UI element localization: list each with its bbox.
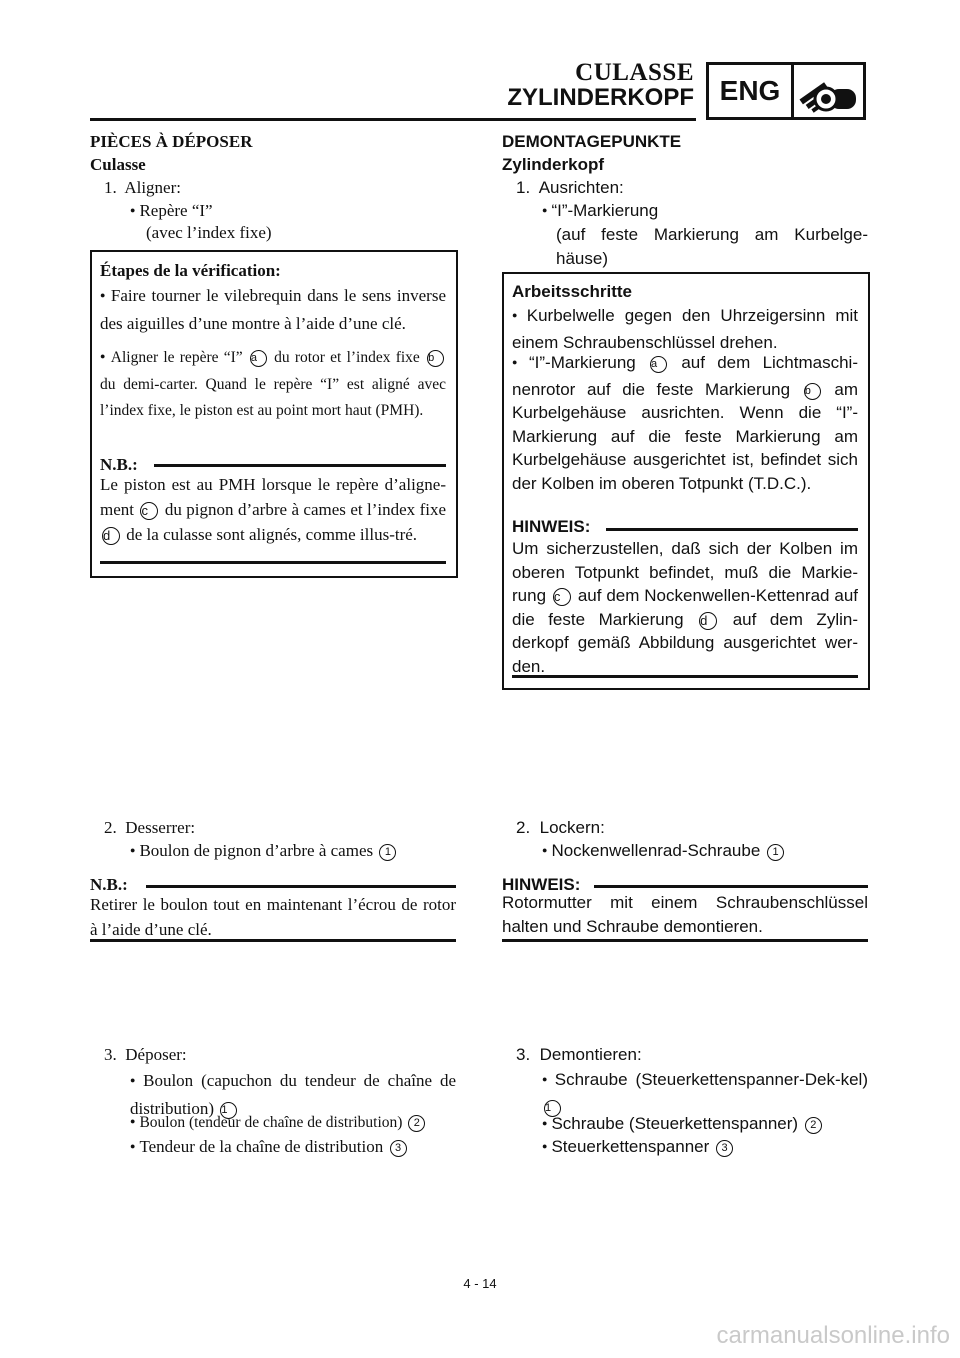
de-nb2-rule (594, 885, 868, 888)
de-nb-label: HINWEIS: (512, 517, 591, 536)
de-subheading: Zylinderkopf (502, 155, 605, 174)
de-box-title: Arbeitsschritte (512, 282, 632, 301)
marker-2: 2 (408, 1115, 425, 1132)
header-rule (90, 118, 696, 121)
de-step3: 3. Demontieren: (516, 1045, 642, 1064)
fr-step2-bullet: ● Boulon de pignon d’arbre à cames 1 (130, 841, 398, 861)
fr-nb2-rule (146, 885, 456, 888)
fr-step3-bullet1: ● Boulon (capuchon du tendeur de chaîne de distribution) 1 (130, 1068, 456, 1121)
fr-heading: PIÈCES À DÉPOSER (90, 132, 253, 151)
fr-box-bottom-rule (100, 561, 446, 564)
marker-b: b (427, 350, 444, 367)
de-nb-text: Um sicherzustellen, daß sich der Kolben im oberen Totpunkt befindet, muß die Markie-rung c auf dem Nockenwellen-Kettenrad auf die feste Markierung d auf dem Zylin-derkopf gemäß Abbildung ausgerichtet wer-den. (512, 539, 858, 676)
fr-box-bullet1: ● Faire tourner le vilebrequin dans le sens inverse des aiguilles d’une montre à l’aide d’une clé. (100, 283, 446, 336)
marker-3: 3 (390, 1140, 407, 1157)
de-nb2-text: Rotormutter mit einem Schraubenschlüssel halten und Schraube demontieren. (502, 893, 868, 936)
marker-1: 1 (220, 1102, 237, 1119)
de-step1-bullet: ● “I”-Markierung (542, 201, 658, 221)
de-heading: DEMONTAGEPUNKTE (502, 132, 682, 151)
de-step1-sub: (auf feste Markierung am Kurbelge-häuse) (556, 225, 868, 268)
watermark[interactable]: carmanualsonline.info (716, 1322, 950, 1349)
fr-step1-label: Aligner: (124, 178, 181, 197)
de-nb2-bottom-rule (502, 939, 868, 942)
header-title-fr: CULASSE (575, 59, 694, 86)
de-box-bullet2: ● “I”-Markierung a auf dem Lichtmaschi-nenrotor auf die feste Markierung b am Kurbelgehäuse ausrichten. Wenn die “I”-Markierung auf die feste Markierung am Kurbelgehäuse ausgerichtet ist, befindet sich der Kolben im oberen Totpunkt (T.D.C.). (512, 351, 858, 495)
fr-subheading: Culasse (90, 155, 146, 174)
section-tag-box (706, 62, 866, 120)
marker-d: d (699, 612, 717, 630)
marker-a: a (650, 356, 667, 373)
marker-c: c (553, 588, 571, 606)
fr-step2: 2. Desserrer: (104, 818, 196, 837)
de-step3-bullet3: ● Steuerkettenspanner 3 (542, 1137, 735, 1157)
page-number: 4 - 14 (463, 1276, 497, 1291)
fr-box-bullet2: ● Aligner le repère “I” a du rotor et l’index fixe b du demi-carter. Quand le repère “I” est aligné avec l’index fixe, le piston est au point mort haut (PMH). (100, 345, 446, 424)
marker-d: d (102, 527, 120, 545)
fr-nb2-bottom-rule (90, 939, 456, 942)
fr-step3-bullet2: ● Boulon (tendeur de chaîne de distribution) 2 (130, 1114, 427, 1132)
marker-1: 1 (767, 844, 784, 861)
marker-1: 1 (379, 844, 396, 861)
de-step3-bullet1: ● Schraube (Steuerkettenspanner-Dek-kel) 1 (542, 1068, 868, 1118)
de-step3-bullet2: ● Schraube (Steuerkettenspanner) 2 (542, 1114, 824, 1134)
fr-box-title: Étapes de la vérification: (100, 261, 281, 280)
marker-a: a (250, 350, 267, 367)
marker-1: 1 (544, 1100, 561, 1117)
de-step2: 2. Lockern: (516, 818, 605, 837)
marker-b: b (804, 383, 821, 400)
section-tag-label: ENG (709, 65, 794, 117)
de-box-bottom-rule (512, 675, 858, 678)
fr-step3: 3. Déposer: (104, 1045, 187, 1064)
fr-nb2-text: Retirer le boulon tout en maintenant l’écrou de rotor à l’aide d’une clé. (90, 895, 456, 939)
fr-nb-text: Le piston est au PMH lorsque le repère d’aligne-ment c du pignon d’arbre à cames et l’index fixe d de la culasse sont alignés, comme illus-tré. (100, 475, 447, 544)
header-title-de: ZYLINDERKOPF (507, 84, 694, 111)
fr-nb2-label: N.B.: (90, 875, 128, 894)
de-nb2-label: HINWEIS: (502, 875, 581, 894)
marker-c: c (140, 502, 158, 520)
fr-step1-bullet: ● Repère “I” (130, 201, 213, 221)
de-step2-bullet: ● Nockenwellenrad-Schraube 1 (542, 841, 786, 861)
engine-wrench-icon (794, 65, 863, 117)
de-nb-rule (606, 528, 858, 531)
fr-nb-label: N.B.: (100, 455, 138, 474)
fr-step1-num: 1. (104, 178, 117, 197)
fr-nb-rule (154, 464, 446, 467)
fr-step1-sub: (avec l’index fixe) (146, 223, 272, 242)
fr-step1 (104, 178, 181, 198)
de-box-bullet1: ● Kurbelwelle gegen den Uhrzeigersinn mit einem Schraubenschlüssel drehen. (512, 304, 858, 354)
marker-2: 2 (805, 1117, 822, 1134)
marker-3: 3 (716, 1140, 733, 1157)
fr-step3-bullet3: ● Tendeur de la chaîne de distribution 3 (130, 1137, 409, 1157)
de-step1: 1. Ausrichten: (516, 178, 624, 197)
